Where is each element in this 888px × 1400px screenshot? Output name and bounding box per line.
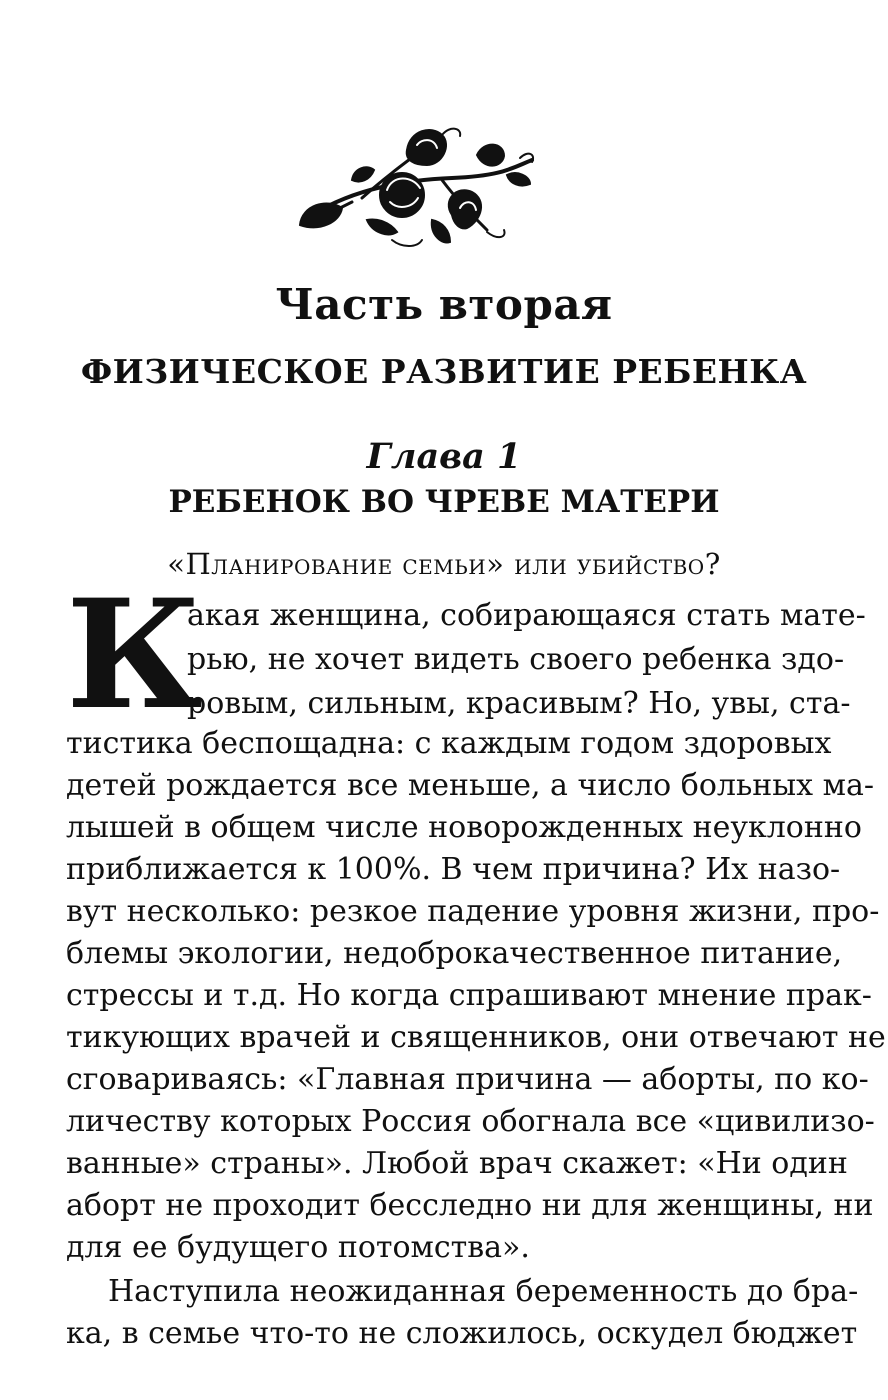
text-line: тистика беспощадна: с каждым годом здоровых: [66, 726, 832, 761]
text-line: ванные» страны». Любой врач скажет: «Ни один: [66, 1146, 848, 1181]
text-line: тикующих врачей и священников, они отвечают не: [66, 1020, 886, 1055]
text-line: ка, в семье что-то не сложилось, оскудел бюджет: [66, 1316, 858, 1351]
text-line: Наступила неожиданная беременность до бра-: [108, 1274, 859, 1309]
text-line: для ее будущего потомства».: [66, 1230, 530, 1265]
text-line: личеству которых Россия обогнала все «цивилизо-: [66, 1104, 875, 1139]
chapter-title: РЕБЕНОК ВО ЧРЕВЕ МАТЕРИ: [168, 484, 720, 520]
chapter-label: Глава 1: [366, 436, 522, 477]
part-subtitle: ФИЗИЧЕСКОЕ РАЗВИТИЕ РЕБЕНКА: [80, 352, 808, 391]
text-line: сговариваясь: «Главная причина — аборты, по ко-: [66, 1062, 869, 1097]
drop-cap: К: [66, 567, 203, 743]
text-line: стрессы и т.д. Но когда спрашивают мнение прак-: [66, 978, 872, 1013]
text-line: лышей в общем числе новорожденных неуклонно: [66, 810, 862, 845]
text-line: акая женщина, собирающаяся стать мате-: [187, 598, 866, 633]
text-line: рью, не хочет видеть своего ребенка здо-: [187, 642, 845, 677]
text-line: детей рождается все меньше, а число больных ма-: [66, 768, 874, 803]
text-line: блемы экологии, недоброкачественное питание,: [66, 936, 843, 971]
rose-branch-icon: [292, 120, 542, 255]
part-title: Часть вторая: [275, 280, 613, 329]
text-line: приближается к 100%. В чем причина? Их назо-: [66, 852, 841, 887]
section-title: «Планирование семьи» или убийство?: [167, 547, 721, 581]
text-line: аборт не проходит бесследно ни для женщины, ни: [66, 1188, 874, 1223]
text-line: вут несколько: резкое падение уровня жизни, про-: [66, 894, 880, 929]
text-line: ровым, сильным, красивым? Но, увы, ста-: [187, 686, 851, 721]
